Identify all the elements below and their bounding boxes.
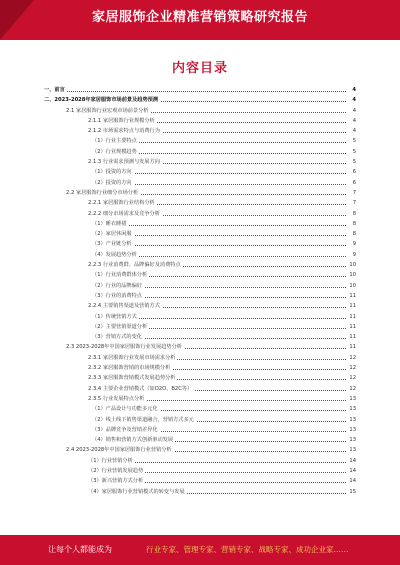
toc-entry-page: 9 xyxy=(352,250,356,260)
toc-entry-label: （4）发展趋势分析 xyxy=(92,250,139,260)
toc-entry-label: （1）产品设计与功能多元化 xyxy=(92,404,160,414)
toc-entry-page: 7 xyxy=(352,198,356,208)
footer-slogan: 行业专家、管理专家、营销专家、战略专家、成功企业家…… xyxy=(146,545,349,554)
toc-entry-page: 10 xyxy=(348,260,356,270)
toc-entry[interactable] xyxy=(44,476,356,486)
toc-entry[interactable] xyxy=(44,456,356,466)
toc-entry-label: （3）品牌竞争及营销差异化 xyxy=(92,425,160,435)
toc-entry-page: 10 xyxy=(348,281,356,291)
footer-text: 让每个人都能成为 xyxy=(48,545,112,554)
toc-entry-page: 12 xyxy=(348,353,356,363)
toc-entry-page: 11 xyxy=(348,301,356,311)
toc-entry[interactable] xyxy=(44,239,356,249)
toc-heading: 内容目录 xyxy=(171,61,228,76)
toc-entry-page: 13 xyxy=(348,404,356,414)
toc-entry[interactable] xyxy=(44,487,356,497)
toc-entry-label: （1）行业主要特点 xyxy=(92,136,139,146)
toc-entry-label: （1）行业营销分析 xyxy=(88,456,135,466)
toc-entry[interactable] xyxy=(44,167,356,177)
toc-entry-page: 8 xyxy=(352,229,356,239)
toc-entry-label: 2.1.1 家居服饰行业规模分析 xyxy=(88,116,157,126)
toc-entry-label: 2.1.2 市场需求特点与消费行为 xyxy=(88,126,162,136)
toc-entry-page: 13 xyxy=(348,415,356,425)
toc-entry[interactable] xyxy=(44,147,356,157)
toc-entry-page: 8 xyxy=(352,209,356,219)
toc-entry[interactable] xyxy=(44,373,356,383)
report-title: 家居服饰企业精准营销策略研究报告 xyxy=(91,10,308,25)
toc-entry[interactable] xyxy=(44,301,356,311)
toc-entry-page: 13 xyxy=(348,435,356,445)
toc-leader-dots xyxy=(92,225,346,226)
toc-entry-label: （2）主要营销渠道分析 xyxy=(92,322,149,332)
toc-entry-label: （2）行业的品牌偏好 xyxy=(92,281,144,291)
toc-entry-label: 二、2023-2028年家居服饰市场前景及趋势预测 xyxy=(44,95,160,105)
toc-entry-label: 2.3.2 家居服饰营销的市场规模分析 xyxy=(88,363,172,373)
toc-entry-label: （4）销售和营销方式创新驱动发展 xyxy=(92,435,175,445)
toc-entry-page: 15 xyxy=(348,487,356,497)
toc-entry-page: 14 xyxy=(348,476,356,486)
toc-entry[interactable] xyxy=(44,260,356,270)
toc-entry-label: （2）家居休闲服 xyxy=(92,229,134,239)
toc-entry-page: 13 xyxy=(348,394,356,404)
toc-entry-label: 2.1.3 行业需求预测与发展方向 xyxy=(88,157,162,167)
toc-entry-page: 8 xyxy=(352,219,356,229)
footer-banner xyxy=(0,535,400,565)
toc-entry[interactable] xyxy=(44,198,356,208)
toc-entry-label: （4）家居服饰行业营销模式的转变与发展 xyxy=(88,487,187,497)
toc-entry-page: 5 xyxy=(352,157,356,167)
toc-entry[interactable] xyxy=(44,353,356,363)
toc-entry[interactable] xyxy=(44,332,356,342)
toc-entry[interactable] xyxy=(44,342,356,352)
table-of-contents xyxy=(44,85,356,497)
toc-entry-page: 11 xyxy=(348,332,356,342)
toc-entry[interactable] xyxy=(44,126,356,136)
toc-entry-page: 12 xyxy=(348,373,356,383)
toc-entry[interactable] xyxy=(44,116,356,126)
toc-entry-label: （3）行业的消费特点 xyxy=(92,291,144,301)
toc-entry-page: 4 xyxy=(352,106,356,116)
toc-entry-label: （3）营销方式的变化 xyxy=(92,332,144,342)
toc-entry-page: 4 xyxy=(351,95,356,105)
toc-entry-page: 4 xyxy=(352,126,356,136)
toc-entry[interactable] xyxy=(44,425,356,435)
toc-entry[interactable] xyxy=(44,322,356,332)
toc-entry[interactable] xyxy=(44,435,356,445)
toc-entry-label: 2.2.1 家居服饰行业结构分析 xyxy=(88,198,157,208)
toc-entry-label: 2.3.3 家居服饰营销模式发展趋势分析 xyxy=(88,373,177,383)
toc-entry-label: （3）新兴营销方式分析 xyxy=(88,476,145,486)
toc-entry-label: （2）线上线下销售渠道融合，营销方式多元 xyxy=(92,415,196,425)
toc-leader-dots xyxy=(44,91,346,92)
toc-entry[interactable] xyxy=(44,229,356,239)
toc-entry-label: （2）行业规模趋势 xyxy=(92,147,139,157)
toc-entry-page: 13 xyxy=(348,445,356,455)
toc-entry-page: 5 xyxy=(352,136,356,146)
toc-entry-page: 9 xyxy=(352,239,356,249)
toc-entry-page: 11 xyxy=(348,322,356,332)
toc-entry[interactable] xyxy=(44,188,356,198)
toc-entry[interactable] xyxy=(44,106,356,116)
toc-entry-label: 2.1 家居服饰行业宏观市场前景分析 xyxy=(66,106,151,116)
toc-entry[interactable] xyxy=(44,445,356,455)
toc-entry-label: 2.3.1 家居服饰行业发展市场需求分析 xyxy=(88,353,177,363)
toc-entry-page: 11 xyxy=(348,312,356,322)
toc-entry[interactable] xyxy=(44,466,356,476)
toc-entry-page: 6 xyxy=(352,167,356,177)
toc-entry-page: 4 xyxy=(351,85,356,95)
toc-entry[interactable] xyxy=(44,136,356,146)
toc-entry[interactable] xyxy=(44,291,356,301)
toc-entry[interactable] xyxy=(44,281,356,291)
toc-entry-page: 12 xyxy=(348,384,356,394)
toc-entry[interactable] xyxy=(44,178,356,188)
toc-entry-label: （2）投资的方向 xyxy=(92,178,134,188)
toc-entry-page: 13 xyxy=(348,425,356,435)
toc-entry-label: 2.2.3 行业消费群、品牌偏好及消费特点 xyxy=(88,260,183,270)
toc-entry-page: 14 xyxy=(348,466,356,476)
toc-entry-page: 5 xyxy=(352,147,356,157)
toc-entry[interactable] xyxy=(44,85,356,95)
toc-entry[interactable] xyxy=(44,250,356,260)
toc-entry-label: 一、前言 xyxy=(44,85,67,95)
header-banner xyxy=(0,0,400,40)
toc-entry-label: 2.2.4 主要销售渠道及营销方式 xyxy=(88,301,162,311)
toc-entry[interactable] xyxy=(44,95,356,105)
toc-entry-label: （2）行业营销发展趋势 xyxy=(88,466,145,476)
toc-entry-label: 2.3 2023-2028年中国家居服饰行业发展趋势分析 xyxy=(66,342,184,352)
toc-entry-page: 12 xyxy=(348,363,356,373)
toc-entry-label: （1）睡衣睡裙 xyxy=(92,219,128,229)
toc-entry-label: （1）投资的方向 xyxy=(92,167,134,177)
toc-entry-label: 2.3.4 主要企业营销模式（如O2O、B2C等） xyxy=(88,384,194,394)
toc-entry[interactable] xyxy=(44,384,356,394)
toc-entry-label: 2.2 家居服饰行业细分市场分析 xyxy=(66,188,140,198)
toc-entry-page: 7 xyxy=(352,188,356,198)
toc-entry[interactable] xyxy=(44,270,356,280)
toc-entry[interactable] xyxy=(44,363,356,373)
toc-entry-page: 6 xyxy=(352,178,356,188)
toc-entry-page: 10 xyxy=(348,270,356,280)
toc-entry-label: 2.4 2023-2028年中国家居服饰行业营销分析 xyxy=(66,445,174,455)
toc-entry-label: 2.3.5 行业发展特点分析 xyxy=(88,394,146,404)
toc-entry-page: 11 xyxy=(348,342,356,352)
toc-entry-label: （1）行业消费群体分析 xyxy=(92,270,149,280)
toc-entry[interactable] xyxy=(44,312,356,322)
toc-entry-label: 2.2.2 细分市场需求及竞争分析 xyxy=(88,209,162,219)
toc-entry[interactable] xyxy=(44,415,356,425)
toc-entry[interactable] xyxy=(44,404,356,414)
toc-entry[interactable] xyxy=(44,394,356,404)
toc-entry-page: 4 xyxy=(352,116,356,126)
toc-entry-page: 11 xyxy=(348,291,356,301)
toc-entry[interactable] xyxy=(44,209,356,219)
toc-entry-label: （1）传统营销方式 xyxy=(92,312,139,322)
toc-entry-label: （3）产业链分析 xyxy=(92,239,134,249)
toc-entry-page: 14 xyxy=(348,456,356,466)
toc-entry[interactable] xyxy=(44,219,356,229)
toc-entry[interactable] xyxy=(44,157,356,167)
